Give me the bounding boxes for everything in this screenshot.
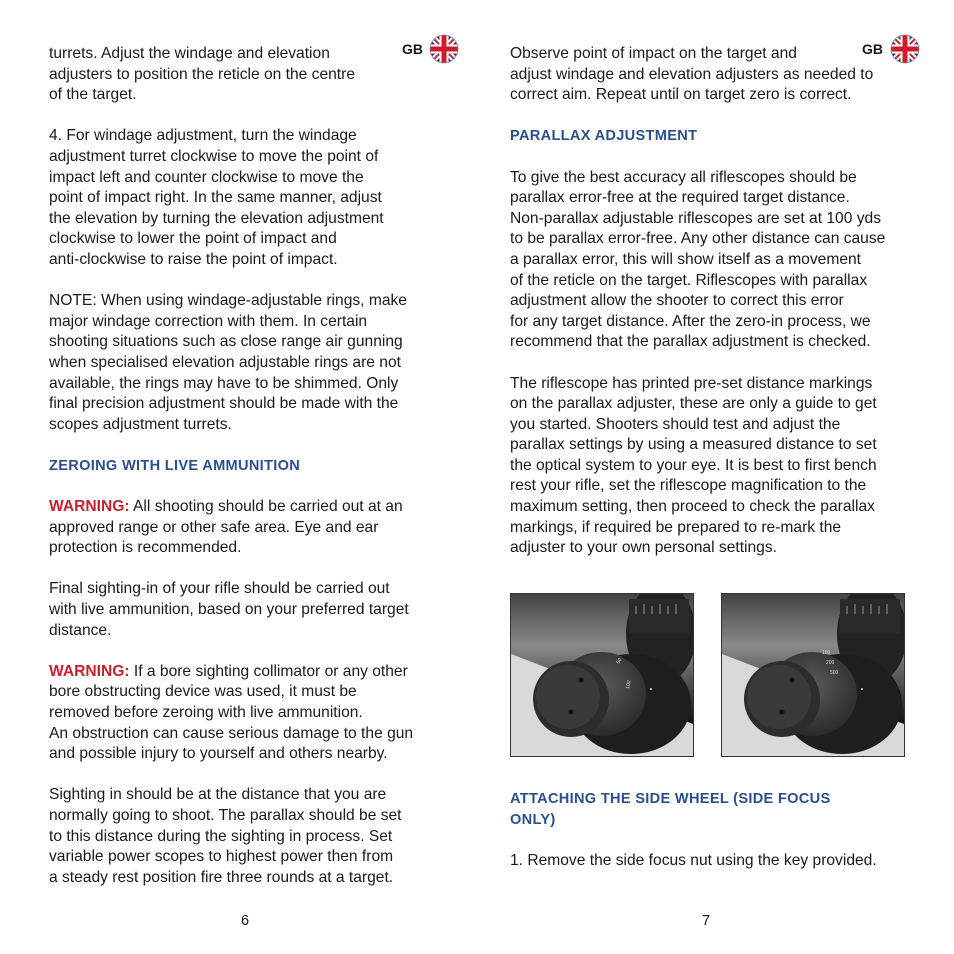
paragraph: To give the best accuracy all riflescopes should be parallax error-free at the required target distance. Non-parallax adjustable riflescopes are set at 100 yds to be parallax error-free. Any other distance can cause a parallax error, this will show itself as a movement of the reticle on the target. Riflescopes with parallax adjustment allow the shooter to correct this error for any target distance. After the zero-in process, we recommend that the parallax adjustment is checked. bbox=[510, 168, 886, 351]
page-number-right: 7 bbox=[702, 913, 711, 929]
left-page-text bbox=[49, 44, 444, 888]
paragraph: 4. For windage adjustment, turn the windage adjustment turret clockwise to move the point of impact left and counter clockwise to move the point of impact right. In the same manner, adjust the elevation by turning the elevation adjustment clockwise to lower the point of impact and anti-clockwise to raise the point of impact. bbox=[49, 127, 384, 268]
photo-parallax-knob-1 bbox=[510, 593, 694, 757]
page-number-left: 6 bbox=[241, 913, 250, 929]
paragraph: The riflescope has printed pre-set distance markings on the parallax adjuster, these are only a guide to get you started. Shooters should test and adjust the parallax settings by using a measured distance to set the optical system to your eye. It is best to first bench rest your rifle, set the riflescope magnification to the maximum setting, then proceed to check the parallax markings, if required be prepared to re-mark the adjuster to your own personal settings. bbox=[510, 374, 877, 557]
svg-text:100: 100 bbox=[822, 650, 831, 656]
paragraph: Sighting in should be at the distance that you are normally going to shoot. The parallax should be set to this distance during the sighting in process. Set variable power scopes to highest power then from a steady rest position fire three rounds at a target. bbox=[49, 786, 402, 886]
language-code: GB bbox=[402, 41, 423, 57]
section-heading-side-wheel-cont: ONLY) bbox=[510, 811, 556, 828]
svg-text:50: 50 bbox=[615, 657, 624, 665]
warning-label: WARNING: bbox=[49, 662, 130, 680]
svg-text:500: 500 bbox=[830, 670, 839, 676]
section-heading-parallax: PARALLAX ADJUSTMENT bbox=[510, 128, 698, 145]
section-heading-zeroing: ZEROING WITH LIVE AMMUNITION bbox=[49, 457, 301, 474]
paragraph: Final sighting-in of your rifle should be carried out with live ammunition, based on your preferred target distance. bbox=[49, 580, 409, 639]
right-page-text bbox=[510, 44, 910, 559]
section-heading-side-wheel: ATTACHING THE SIDE WHEEL (SIDE FOCUS bbox=[510, 791, 831, 807]
instruction-step: 1. Remove the side focus nut using the key provided. bbox=[510, 851, 877, 869]
warning-paragraph: WARNING: If a bore sighting collimator or any other bore obstructing device was used, it must be removed before zeroing with live ammunition. An obstruction can cause serious damage to the gun and possible injury to yourself and others nearby. bbox=[49, 662, 414, 763]
warning-label: WARNING: bbox=[49, 498, 130, 516]
language-code: GB bbox=[862, 41, 883, 57]
note-paragraph: NOTE: When using windage-adjustable rings, make major windage correction with them. In certain shooting situations such as close range air gunning when specialised elevation adjustable rings are not available, the rings may have to be shimmed. Only final precision adjustment should be made with the scopes adjustment turrets. bbox=[49, 292, 407, 433]
paragraph: Observe point of impact on the target and adjust windage and elevation adjusters as needed to correct aim. Repeat until on target zero is correct. bbox=[510, 45, 874, 104]
svg-text:200: 200 bbox=[826, 660, 835, 666]
right-page-text-bottom bbox=[510, 789, 910, 871]
warning-paragraph: WARNING: All shooting should be carried out at an approved range or other safe area. Eye and ear protection is recommended. bbox=[49, 498, 403, 557]
svg-text:100: 100 bbox=[625, 680, 633, 690]
photo-parallax-knob-2 bbox=[721, 593, 905, 757]
scope-side-knob-image bbox=[511, 594, 693, 756]
scope-side-knob-image bbox=[722, 594, 904, 756]
paragraph: turrets. Adjust the windage and elevation adjusters to position the reticle on the centre of the target. bbox=[49, 45, 355, 104]
